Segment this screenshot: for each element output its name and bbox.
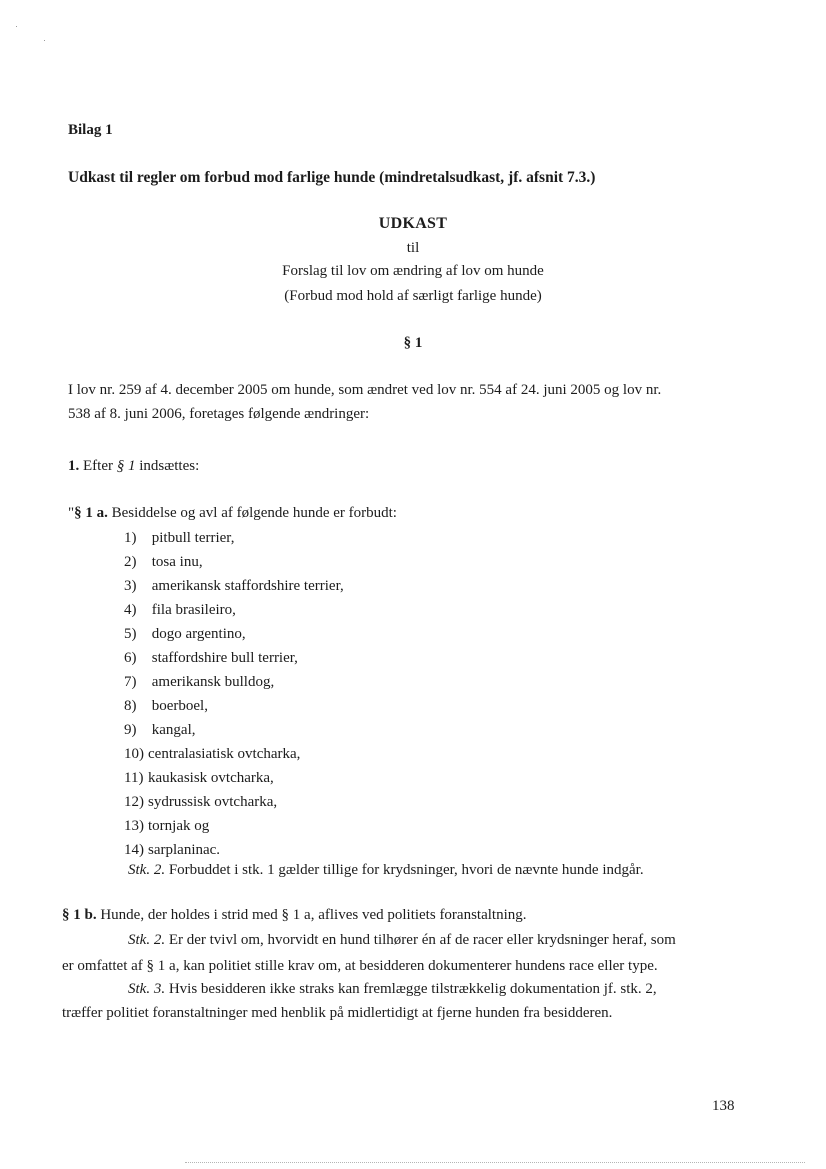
list-item (124, 792, 344, 816)
paragraph-1b-stk3-line-2: træffer politiet foranstaltninger med henblik på midlertidigt at fjerne hunden fra besidderen. (62, 1005, 613, 1021)
list-item (124, 648, 344, 672)
list-item-number: 1) (124, 530, 137, 546)
breed-list (124, 528, 344, 864)
list-item-number: 6) (124, 650, 137, 666)
list-item-number: 14) (124, 842, 144, 858)
list-item (124, 816, 344, 840)
change-1 (68, 456, 199, 476)
draft-heading: UDKAST (378, 215, 448, 232)
list-item-text: dogo argentino, (151, 626, 246, 642)
stk-label: Stk. 3. (128, 981, 166, 997)
list-item-number: 8) (124, 698, 137, 714)
scan-specks (14, 24, 54, 44)
change-number: 1. (68, 458, 80, 474)
draft-til: til (406, 240, 420, 256)
list-item (124, 528, 344, 552)
list-item (124, 768, 344, 792)
bill-title: Forslag til lov om ændring af lov om hunde (282, 263, 544, 279)
appendix-label: Bilag 1 (68, 122, 113, 138)
page-number: 138 (712, 1098, 735, 1114)
paragraph-1b-stk2-line-2: er omfattet af § 1 a, kan politiet stille krav om, at besidderen dokumenterer hundens race eller type. (62, 958, 658, 974)
stk-text: Hvis besidderen ikke straks kan fremlægge tilstrækkelig dokumentation jf. stk. 2, (165, 981, 657, 997)
list-item-number: 4) (124, 602, 137, 618)
list-item (124, 744, 344, 768)
change-ref: § 1 (116, 458, 136, 474)
paragraph-1b-text: Hunde, der holdes i strid med § 1 a, aflives ved politiets foranstaltning. (96, 907, 527, 923)
list-item-text: tornjak og (148, 818, 210, 834)
paragraph-1b-label: § 1 b. (62, 907, 97, 923)
list-item-number: 5) (124, 626, 137, 642)
change-text-before: Efter (79, 458, 117, 474)
list-item-number: 13) (124, 818, 144, 834)
list-item-text: amerikansk staffordshire terrier, (151, 578, 344, 594)
intro-line-1: I lov nr. 259 af 4. december 2005 om hunde, som ændret ved lov nr. 554 af 24. juni 2005 og lov nr. (68, 382, 662, 398)
list-item-text: centralasiatisk ovtcharka, (148, 746, 301, 762)
document-title: Udkast til regler om forbud mod farlige hunde (mindretalsudkast, jf. afsnit 7.3.) (68, 169, 596, 186)
list-item-number: 11) (124, 770, 144, 786)
paragraph-1a-label: § 1 a. (74, 505, 108, 521)
paragraph-1b-stk2-line-1 (128, 930, 676, 950)
list-item (124, 672, 344, 696)
footer-rule (185, 1162, 805, 1163)
paragraph-1b (62, 905, 527, 925)
list-item (124, 600, 344, 624)
list-item-text: boerboel, (151, 698, 208, 714)
list-item (124, 552, 344, 576)
stk-text: Er der tvivl om, hvorvidt en hund tilhører én af de racer eller krydsninger heraf, som (165, 932, 676, 948)
section-heading: § 1 (403, 335, 423, 351)
list-item-number: 9) (124, 722, 137, 738)
paragraph-1b-stk3-line-1 (128, 979, 657, 999)
list-item-text: kaukasisk ovtcharka, (148, 770, 274, 786)
list-item-text: staffordshire bull terrier, (151, 650, 298, 666)
list-item-number: 12) (124, 794, 144, 810)
paragraph-1a-text: Besiddelse og avl af følgende hunde er forbudt: (107, 505, 397, 521)
list-item-text: fila brasileiro, (151, 602, 236, 618)
list-item-text: amerikansk bulldog, (151, 674, 275, 690)
list-item-number: 7) (124, 674, 137, 690)
list-item-text: tosa inu, (151, 554, 203, 570)
list-item (124, 720, 344, 744)
list-item-number: 10) (124, 746, 144, 762)
list-item-text: pitbull terrier, (151, 530, 235, 546)
stk-label: Stk. 2. (128, 862, 166, 878)
stk-label: Stk. 2. (128, 932, 166, 948)
paragraph-1a-stk2 (128, 860, 644, 880)
list-item-text: sydrussisk ovtcharka, (148, 794, 278, 810)
list-item (124, 624, 344, 648)
list-item-text: kangal, (151, 722, 196, 738)
list-item-number: 2) (124, 554, 137, 570)
change-text-after: indsættes: (135, 458, 200, 474)
paragraph-1a (68, 503, 397, 523)
intro-line-2: 538 af 8. juni 2006, foretages følgende ændringer: (68, 406, 370, 422)
list-item-number: 3) (124, 578, 137, 594)
bill-subtitle: (Forbud mod hold af særligt farlige hunde) (284, 288, 542, 304)
opening-quote: " (68, 505, 75, 521)
list-item-text: sarplaninac. (148, 842, 221, 858)
stk-text: Forbuddet i stk. 1 gælder tillige for krydsninger, hvori de nævnte hunde indgår. (165, 862, 644, 878)
list-item (124, 576, 344, 600)
list-item (124, 696, 344, 720)
